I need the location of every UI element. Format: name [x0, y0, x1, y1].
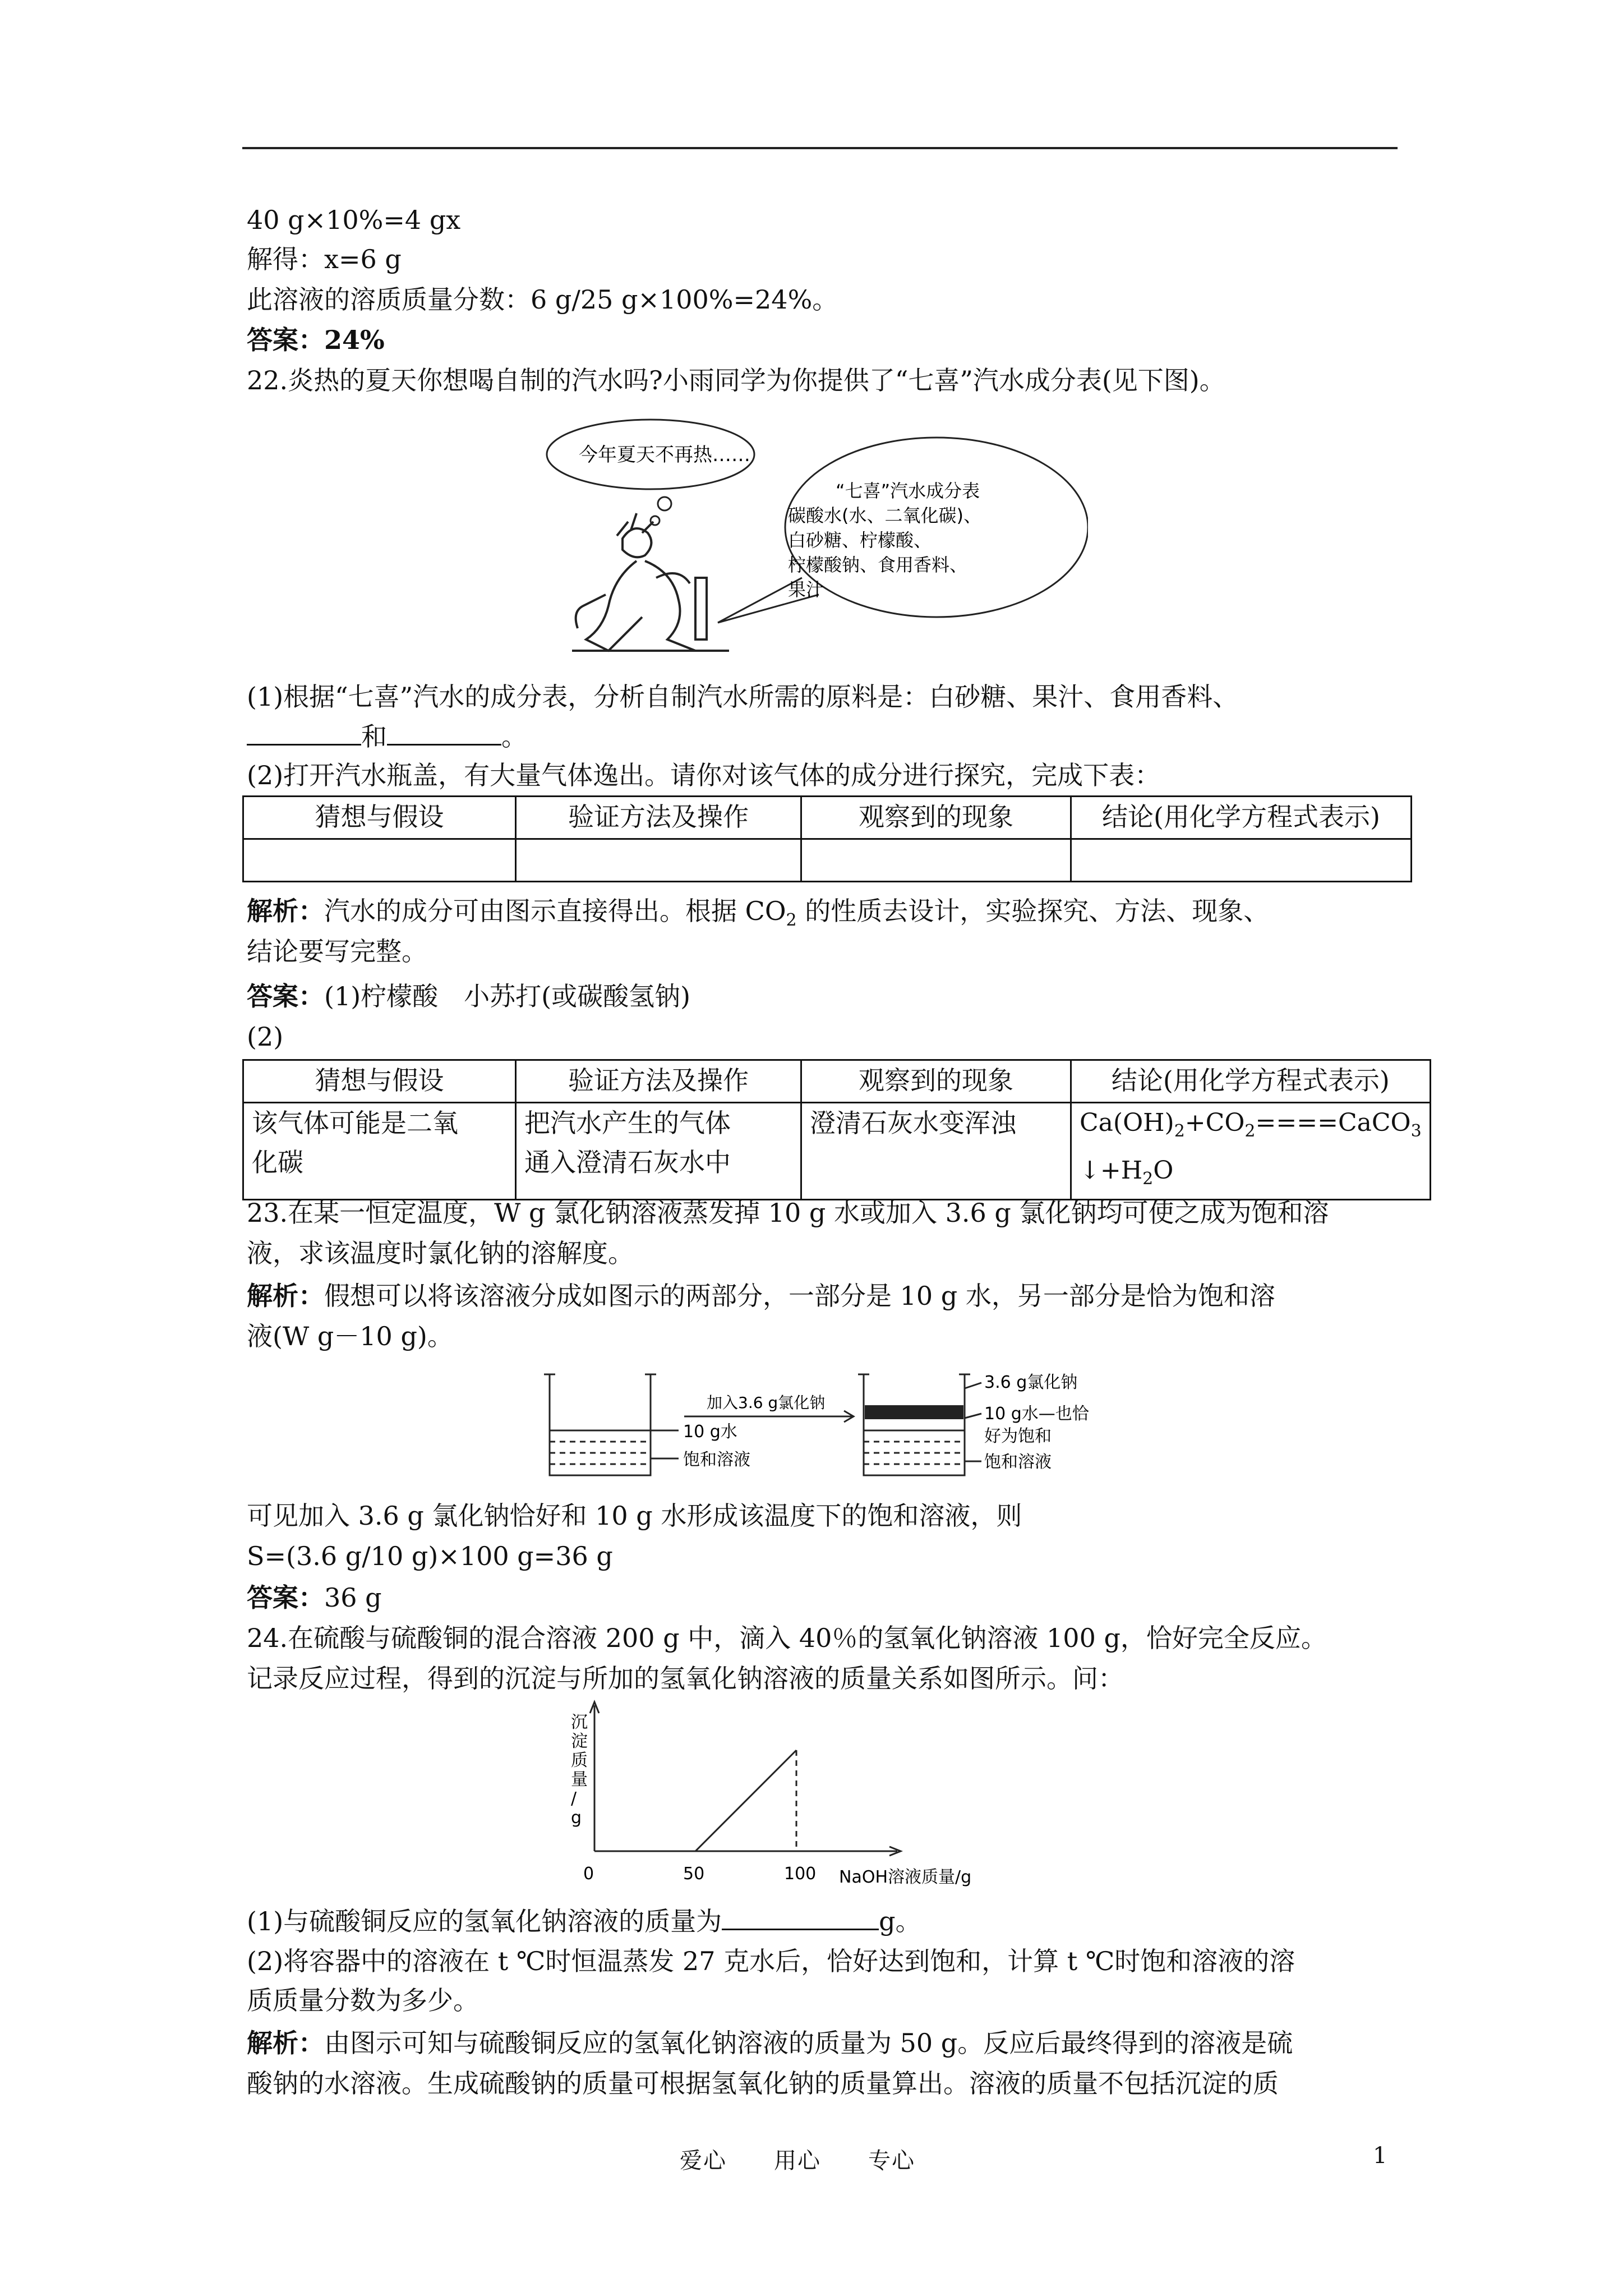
analysis-text: 汽水的成分可由图示直接得出。根据 CO: [324, 896, 786, 926]
analysis-23-line3: 可见加入 3.6 g 氯化钠恰好和 10 g 水形成该温度下的饱和溶液，则: [247, 1501, 1022, 1531]
precipitate-chart: [550, 1694, 1088, 1896]
salt-layer: [865, 1405, 963, 1419]
bubble-line: 碳酸水(水、二氧化碳)、: [788, 505, 981, 526]
x-axis-label: NaOH溶液质量/g: [839, 1867, 972, 1887]
cell-line: 通入澄清石灰水中: [524, 1147, 731, 1177]
person-drawing: [572, 513, 729, 651]
arrow-label: 加入3.6 g氯化钠: [707, 1393, 826, 1412]
question-22: 22.炎热的夏天你想喝自制的汽水吗?小雨同学为你提供了“七喜”汽水成分表(见下图)。: [247, 365, 1225, 395]
x-tick-label: 0: [583, 1864, 594, 1884]
beaker-figure: [538, 1363, 1110, 1487]
x-tick-label: 50: [683, 1864, 705, 1884]
q24-part1: [247, 1904, 921, 1938]
question-24-cont: 记录反应过程，得到的沉淀与所加的氢氧化钠溶液的质量关系如图所示。问：: [247, 1663, 1124, 1694]
inquiry-table-answer: [242, 1059, 1431, 1200]
analysis-22: [247, 894, 1269, 937]
analysis-24-cont: 酸钠的水溶液。生成硫酸钠的质量可根据氢氧化钠的质量算出。溶液的质量不包括沉淀的质: [247, 2068, 1279, 2099]
qixi-figure: [538, 409, 1088, 668]
answer-blank[interactable]: [722, 1904, 879, 1930]
period-text: 。: [501, 721, 527, 752]
question-23: 23.在某一恒定温度，W g 氯化钠溶液蒸发掉 10 g 水或加入 3.6 g 氯化钠均可使之成为饱和溶: [247, 1198, 1329, 1228]
bubble-line: 白砂糖、柠檬酸、: [788, 530, 932, 551]
cell-line: 该气体可能是二氧: [252, 1108, 458, 1138]
table-cell[interactable]: [1071, 839, 1412, 882]
footer-motto: 爱心 用心 专心: [680, 2148, 915, 2174]
table-header: 观察到的现象: [801, 1060, 1071, 1103]
analysis-23: [247, 1279, 1275, 1313]
analysis-label: 解析：: [247, 896, 324, 926]
analysis-23-cont: 液(W g－10 g)。: [247, 1321, 453, 1351]
subscript: 2: [786, 910, 797, 931]
text-line: 解得：x=6 g: [247, 244, 402, 274]
table-header: 验证方法及操作: [516, 797, 801, 839]
cell-line: 澄清石灰水变浑浊: [810, 1108, 1016, 1138]
table-cell[interactable]: [516, 839, 801, 882]
answer-23: [247, 1581, 382, 1614]
q22-part1: (1)根据“七喜”汽水的成分表，分析自制汽水所需的原料是：白砂糖、果汁、食用香料、: [247, 682, 1239, 712]
beaker-label: 好为饱和: [984, 1427, 1052, 1446]
analysis-label: 解析：: [247, 1281, 324, 1311]
analysis-label: 解析：: [247, 2028, 324, 2058]
answer-blank[interactable]: [387, 719, 501, 746]
beaker-label: 10 g水—也恰: [984, 1404, 1089, 1424]
q24-part2-cont: 质质量分数为多少。: [247, 1985, 479, 2016]
question-23-cont: 液，求该温度时氯化钠的溶解度。: [247, 1238, 634, 1268]
q24-part2: (2)将容器中的溶液在 t ℃时恒温蒸发 27 克水后，恰好达到饱和，计算 t ℃时饱和溶液的溶: [247, 1946, 1295, 1976]
answer-text: 36 g: [324, 1582, 382, 1613]
answer-22: [247, 979, 690, 1013]
table-header: 验证方法及操作: [516, 1060, 801, 1103]
answer-line: [247, 323, 385, 357]
analysis-22-cont: 结论要写完整。: [247, 936, 427, 967]
answer-label: 答案：: [247, 325, 324, 355]
table-cell: [243, 1103, 516, 1200]
bubble-line: “七喜”汽水成分表: [836, 480, 980, 501]
bubble-line: 果汁: [788, 579, 824, 600]
question-text: (1)与硫酸铜反应的氢氧化钠溶液的质量为: [247, 1906, 722, 1936]
analysis-text: 假想可以将该溶液分成如图示的两部分，一部分是 10 g 水，另一部分是恰为饱和溶: [324, 1281, 1275, 1311]
table-header: 观察到的现象: [801, 797, 1071, 839]
answer-text: (1)柠檬酸 小苏打(或碳酸氢钠): [324, 981, 691, 1011]
answer-text: 24%: [324, 325, 385, 355]
header-rule: [242, 147, 1398, 149]
answer-22-part2: (2): [247, 1022, 284, 1052]
answer-label: 答案：: [247, 1582, 324, 1613]
y-axis-label: 沉淀质量/ g: [571, 1713, 588, 1828]
beaker-label: 10 g水: [683, 1422, 737, 1442]
and-text: 和: [361, 721, 387, 752]
thought-text: 今年夏天不再热……: [579, 444, 750, 466]
table-cell[interactable]: [801, 839, 1071, 882]
bubble-line: 柠檬酸钠、食用香料、: [788, 554, 968, 576]
answer-blank[interactable]: [247, 719, 361, 746]
page-number: 1: [1373, 2143, 1387, 2169]
text-line: 40 g×10%=4 gx: [247, 205, 461, 235]
table-cell[interactable]: [243, 839, 516, 882]
table-header: 结论(用化学方程式表示): [1071, 1060, 1431, 1103]
beaker-label: 3.6 g氯化钠: [984, 1373, 1078, 1392]
table-header: 猜想与假设: [243, 797, 516, 839]
table-cell: [801, 1103, 1071, 1200]
x-tick-label: 100: [784, 1864, 817, 1884]
analysis-text: 由图示可知与硫酸铜反应的氢氧化钠溶液的质量为 50 g。反应后最终得到的溶液是硫: [324, 2028, 1293, 2058]
table-cell: [1071, 1103, 1431, 1200]
text-line: 此溶液的溶质质量分数：6 g/25 g×100%=24%。: [247, 284, 838, 315]
cell-line: 化碳: [252, 1147, 303, 1177]
analysis-24: [247, 2026, 1293, 2060]
question-24: 24.在硫酸与硫酸铜的混合溶液 200 g 中，滴入 40％的氢氧化钠溶液 100 g，恰好完全反应。: [247, 1623, 1327, 1653]
answer-label: 答案：: [247, 981, 324, 1011]
inquiry-table-blank: [242, 795, 1412, 882]
beaker-label: 饱和溶液: [984, 1452, 1052, 1472]
table-cell: [516, 1103, 801, 1200]
equation-line: $↓+H_2O$: [1080, 1156, 1174, 1189]
unit-text: g。: [879, 1906, 921, 1936]
q22-part1-blanks: [247, 719, 527, 753]
analysis-23-line4: S=(3.6 g/10 g)×100 g=36 g: [247, 1541, 613, 1571]
precipitate-line: [594, 1750, 796, 1851]
equation-line: $Ca(OH)_2+CO_2====CaCO_3$: [1080, 1108, 1422, 1141]
analysis-text: 的性质去设计，实验探究、方法、现象、: [796, 896, 1270, 926]
beaker-label: 饱和溶液: [683, 1450, 750, 1470]
table-header: 结论(用化学方程式表示): [1071, 797, 1412, 839]
table-header: 猜想与假设: [243, 1060, 516, 1103]
q22-part2: (2)打开汽水瓶盖，有大量气体逸出。请你对该气体的成分进行探究，完成下表：: [247, 760, 1161, 790]
cell-line: 把汽水产生的气体: [524, 1108, 731, 1138]
